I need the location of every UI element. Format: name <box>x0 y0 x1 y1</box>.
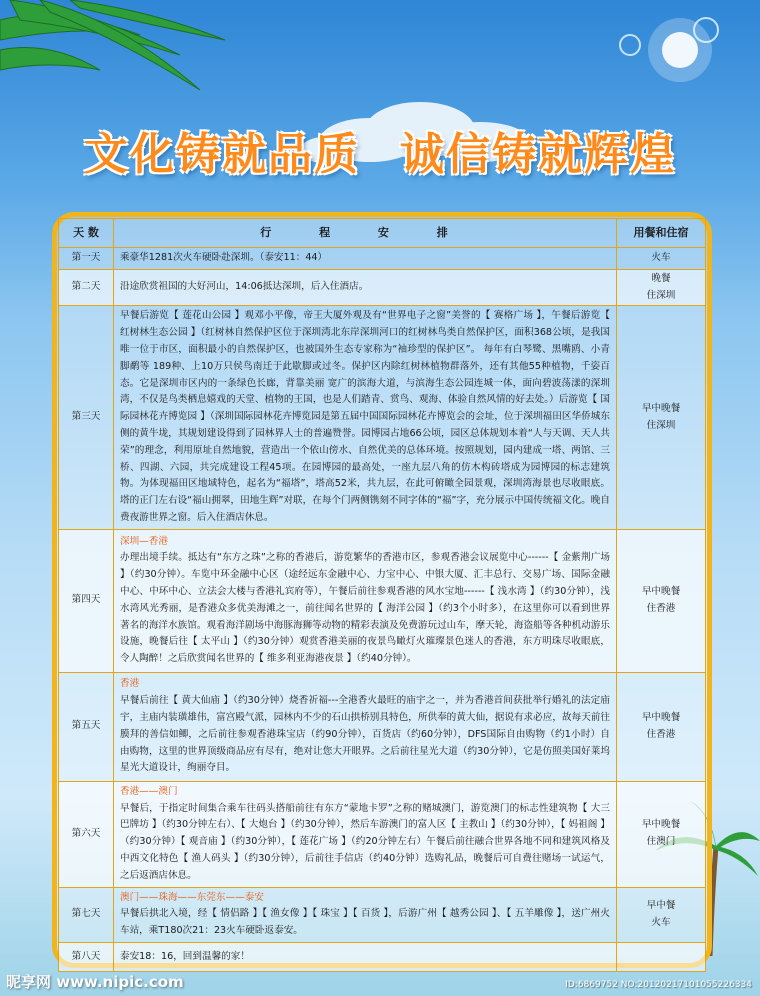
day-cell: 第二天 <box>59 269 114 306</box>
plan-text: 早餐后游览【 莲花山公园 】观邓小平像，帝王大厦外观及有“世界电子之窗”美誉的【 赛格广场 】，午餐后游览【 红树林生态公园 】（红树林自然保护区位于深圳湾北东岸深圳河口的红树林鸟类自然保护区，面积368公顷，是我国唯一位于市区，面积最小的自然保护区，也被国外生态专家称为“袖珍型的保护区”。 每年有白琴鹭、黑嘴鸥、小青脚鹬等 189种、上10万只侯鸟南迁于此歇脚或过冬。保护区内除红树林植物群落外，还有其他55种植物，千姿百态。它是深圳市区内的一条绿色长廊，背靠美丽 宽广的滨海大道，与滨海生态公园连城一体，面向碧波荡漾的深圳湾，不仅是鸟类栖息嬉戏的天堂、植物的王国，也是人们踏青、赏鸟、观海、体验自然风情的好去处。）后游览【 国际园林花卉博览园 】（深圳国际园林花卉博览园是第五届中国国际园林花卉博览会的会址，位于深圳福田区华侨城东侧的黄牛垅，其规划建设得到了园林界人士的普遍赞誉。园博园占地66公顷，园区总体规划本着“人与天调、天人共荣”的理念，利用原址自然地貌，营造出一个依山傍水、自然优美的总体环境。按照规划，园内建成一塔、两馆、三桥、四湖、六园，共完成建设工程45项。在园博园的最高处，一座九层八角的仿木构砖塔成为园博园的标志建筑物。为体现福田区地域特色，起名为“福塔”，塔高52米，共九层，在此可俯瞰全园景观，深圳湾海景也尽收眼底。塔的正门左右设“福山拥翠，田地生辉”对联，在每个门两侧镌刻不同字体的“福”字，充分展示中国传统福文化。晚自费夜游世界之窗。后入住酒店休息。 <box>120 310 610 523</box>
header-plan: 行 程 安 排 <box>114 219 617 248</box>
slogan-left: 文化铸就品质 <box>84 129 360 180</box>
plan-cell <box>114 942 617 971</box>
plan-cell <box>114 672 617 781</box>
plan-text: 早餐后拱北入境，经【 情侣路 】【 渔女像 】【 珠宝 】【 百货 】，后游广州【 越秀公园 】、【 五羊雕像 】，送广州火车站，乘T180次21：23火车硬卧返泰安。 <box>120 908 610 937</box>
meal-cell: 早中餐 火车 <box>617 887 706 942</box>
day-cell: 第一天 <box>59 248 114 270</box>
plan-text: 泰安18：16，回到温馨的家！ <box>120 950 250 962</box>
palm-leaves-decoration <box>0 0 230 120</box>
itinerary-table <box>58 218 706 972</box>
plan-text: 早餐后前往【 黄大仙庙 】（约30分钟）烧香祈福---全港香火最旺的庙宇之一，并为香港首间获批举行婚礼的法定庙宇，主庙内装璜雄伟，富宫殿气派，园林内不少的石山拱桥别具特色，所供奉的黄大仙，据说有求必应，故每天前往膜拜的善信如鲫，之后前往参观香港珠宝店（约90分钟），百货店（约60分钟），DFS国际自由购物（约1小时）自由购物，这里的世界顶级商品应有尽有，绝对让您大开眼界。之后前往星光大道（约30分钟），它是仿照美国好莱坞星光大道设计，绚丽夺目。 <box>120 695 610 774</box>
route-subtitle: 澳门——珠海——东莞东——泰安 <box>120 891 264 903</box>
watermark-id: ID:6869752 NO:20120217101055226334 <box>565 980 752 990</box>
day-cell: 第三天 <box>59 306 114 529</box>
table-row <box>59 672 706 781</box>
plan-cell <box>114 248 617 270</box>
plan-text: 早餐后，于指定时间集合乘车往码头搭船前往有东方“蒙地卡罗”之称的赌城澳门，游览澳门的标志性建筑物【 大三巴牌坊 】（约30分钟左右）、【 大炮台 】（约30分钟），然后车游澳门的富人区【 主教山 】（约30分钟），【 妈祖阁 】（约30分钟）【 观音庙 】（约30分钟），【 莲花广场 】（约20分钟左右）午餐后前往融合世界各地不同和建筑风格及中西文化特色【 渔人码头 】（约30分钟），后前往手信店（约40分钟）选购礼品，晚餐后可自费往赌场一试运气，之后返酒店休息。 <box>120 802 610 881</box>
meal-cell: 早中晚餐 住深圳 <box>617 306 706 529</box>
table-row <box>59 887 706 942</box>
plan-cell <box>114 781 617 887</box>
sun-flare-decoration <box>610 10 720 100</box>
meal-cell <box>617 942 706 971</box>
day-cell: 第六天 <box>59 781 114 887</box>
route-subtitle: 香港 <box>120 678 140 690</box>
meal-cell: 早中晚餐 住香港 <box>617 672 706 781</box>
plan-text: 沿途欣赏祖国的大好河山，14:06抵达深圳，后入住酒店。 <box>120 281 369 293</box>
meal-cell: 早中晚餐 住香港 <box>617 529 706 672</box>
day-cell: 第五天 <box>59 672 114 781</box>
route-subtitle: 香港——澳门 <box>120 785 178 797</box>
table-row <box>59 529 706 672</box>
plan-cell <box>114 887 617 942</box>
table-header-row <box>59 219 706 248</box>
table-row <box>59 942 706 971</box>
table-row <box>59 269 706 306</box>
meal-cell: 晚餐 住深圳 <box>617 269 706 306</box>
header-meal: 用餐和住宿 <box>617 219 706 248</box>
slogan-right: 诚信铸就辉煌 <box>400 129 676 180</box>
day-cell: 第四天 <box>59 529 114 672</box>
plan-cell <box>114 306 617 529</box>
header-day: 天 数 <box>59 219 114 248</box>
day-cell: 第八天 <box>59 942 114 971</box>
plan-cell <box>114 529 617 672</box>
table-row <box>59 248 706 270</box>
meal-cell: 早中晚餐 住澳门 <box>617 781 706 887</box>
watermark-brand: 昵享网 www.nipic.com <box>6 973 184 991</box>
table-row <box>59 781 706 887</box>
table-row <box>59 306 706 529</box>
plan-text: 乘豪华1281次火车硬卧赴深圳。（泰安11：44） <box>120 252 328 263</box>
meal-cell: 火车 <box>617 248 706 270</box>
slogan-title <box>0 118 760 182</box>
plan-cell <box>114 269 617 306</box>
day-cell: 第七天 <box>59 887 114 942</box>
plan-text: 办理出境手续。抵达有“东方之珠”之称的香港后，游览繁华的香港市区，参观香港会议展览中心------【 金紫荆广场 】（约30分钟）。车览中环金融中心区（途经远东金融中心、力宝中心、中银大厦、汇丰总行、交易广场、国际金融中心、中环中心、立法会大楼与香港礼宾府等），午餐后前往参观香港的风水宝地------【 浅水湾 】（约30分钟），浅水湾风光秀丽，是香港众多优美海滩之一，前往闻名世界的【 海洋公园 】（约3个小时多），在这里你可以看到世界著名的海洋水族馆。观看海洋剧场中海豚海狮等动物的精彩表演及免费游玩过山车，摩天轮，海盗船等各种机动游乐设施，晚餐后往【 太平山 】（约30分钟）观赏香港美丽的夜景鸟瞰灯火璀璨景色迷人的香港，东方明珠尽收眼底，令人陶醉！之后欣赏闻名世界的【 维多利亚海港夜景 】（约40分钟）。 <box>120 552 610 665</box>
route-subtitle: 深圳—香港 <box>120 535 168 547</box>
